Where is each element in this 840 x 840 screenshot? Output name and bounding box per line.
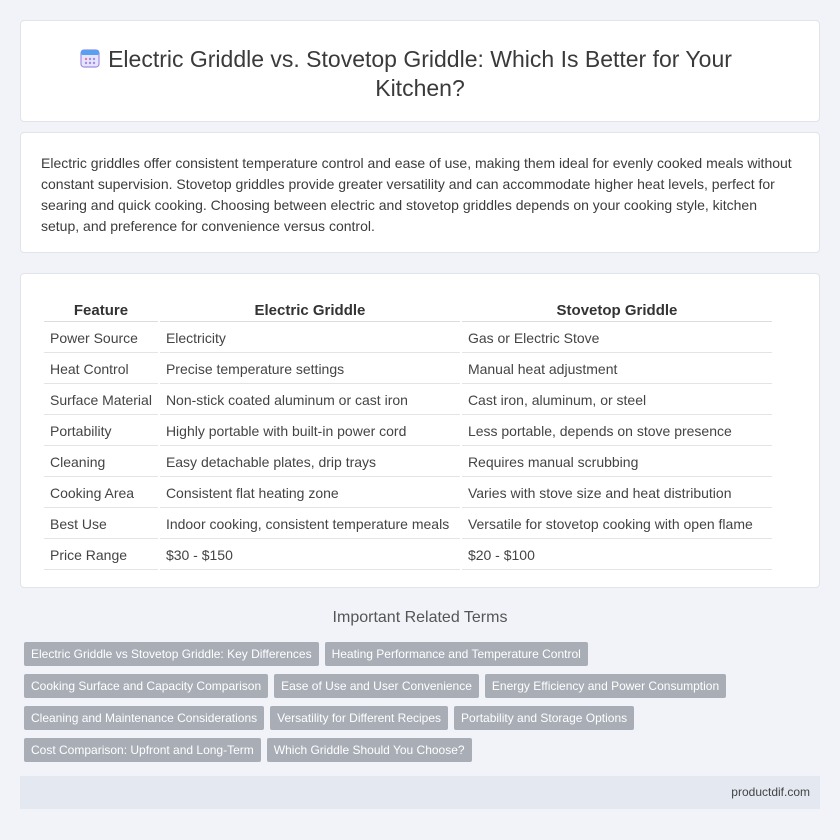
related-term-tag[interactable]: Heating Performance and Temperature Control [325,642,588,666]
table-cell: Gas or Electric Stove [462,324,772,353]
intro-card [20,132,820,253]
related-term-tag[interactable]: Versatility for Different Recipes [270,706,448,730]
table-row [44,386,772,415]
table-cell: Surface Material [44,386,158,415]
comparison-table [42,294,774,572]
related-terms-list [24,642,824,770]
table-cell: Electricity [160,324,460,353]
table-cell: Varies with stove size and heat distribution [462,479,772,508]
related-terms-title: Important Related Terms [332,609,508,626]
related-term-tag[interactable]: Which Griddle Should You Choose? [267,738,472,762]
comparison-table-card [20,273,820,588]
related-term-tag[interactable]: Electric Griddle vs Stovetop Griddle: Key Differences [24,642,319,666]
table-cell: Cast iron, aluminum, or steel [462,386,772,415]
table-cell: Precise temperature settings [160,355,460,384]
intro-paragraph: Electric griddles offer consistent temperature control and ease of use, making them ideal for evenly cooked meals without constant supervision. Stovetop griddles provide greater versatility and can accommodate higher heat levels, perfect for searing and quick cooking. Choosing between electric and stovetop griddles depends on your cooking style, kitchen setup, and preference for convenience versus control. [41,155,792,234]
table-header-stovetop: Stovetop Griddle [462,296,772,322]
table-cell: Price Range [44,541,158,570]
table-row [44,541,772,570]
related-term-tag[interactable]: Cost Comparison: Upfront and Long-Term [24,738,261,762]
related-term-tag[interactable]: Cooking Surface and Capacity Comparison [24,674,268,698]
table-cell: Portability [44,417,158,446]
table-cell: Manual heat adjustment [462,355,772,384]
related-term-tag[interactable]: Energy Efficiency and Power Consumption [485,674,726,698]
related-term-tag[interactable]: Ease of Use and User Convenience [274,674,479,698]
related-term-tag[interactable]: Cleaning and Maintenance Considerations [24,706,264,730]
table-row [44,479,772,508]
table-header-feature: Feature [44,296,158,322]
footer [20,776,820,809]
table-cell: $30 - $150 [160,541,460,570]
table-cell: Best Use [44,510,158,539]
table-header-row [44,296,772,322]
table-row [44,510,772,539]
related-term-tag[interactable]: Portability and Storage Options [454,706,634,730]
table-row [44,355,772,384]
table-cell: Easy detachable plates, drip trays [160,448,460,477]
table-cell: Cooking Area [44,479,158,508]
table-cell: Requires manual scrubbing [462,448,772,477]
table-row [44,417,772,446]
table-cell: Indoor cooking, consistent temperature meals [160,510,460,539]
table-cell: $20 - $100 [462,541,772,570]
table-cell: Consistent flat heating zone [160,479,460,508]
tag-row [24,642,824,666]
page-title: Electric Griddle vs. Stovetop Griddle: Which Is Better for Your Kitchen? [108,46,732,101]
table-cell: Highly portable with built-in power cord [160,417,460,446]
table-cell: Cleaning [44,448,158,477]
table-row [44,448,772,477]
table-row [44,324,772,353]
table-header-electric: Electric Griddle [160,296,460,322]
table-cell: Heat Control [44,355,158,384]
tag-row [24,674,824,698]
tag-row [24,738,824,762]
table-cell: Less portable, depends on stove presence [462,417,772,446]
footer-site-link[interactable]: productdif.com [731,785,810,799]
tag-row [24,706,824,730]
table-cell: Non-stick coated aluminum or cast iron [160,386,460,415]
table-cell: Versatile for stovetop cooking with open flame [462,510,772,539]
table-cell: Power Source [44,324,158,353]
header-card [20,20,820,122]
